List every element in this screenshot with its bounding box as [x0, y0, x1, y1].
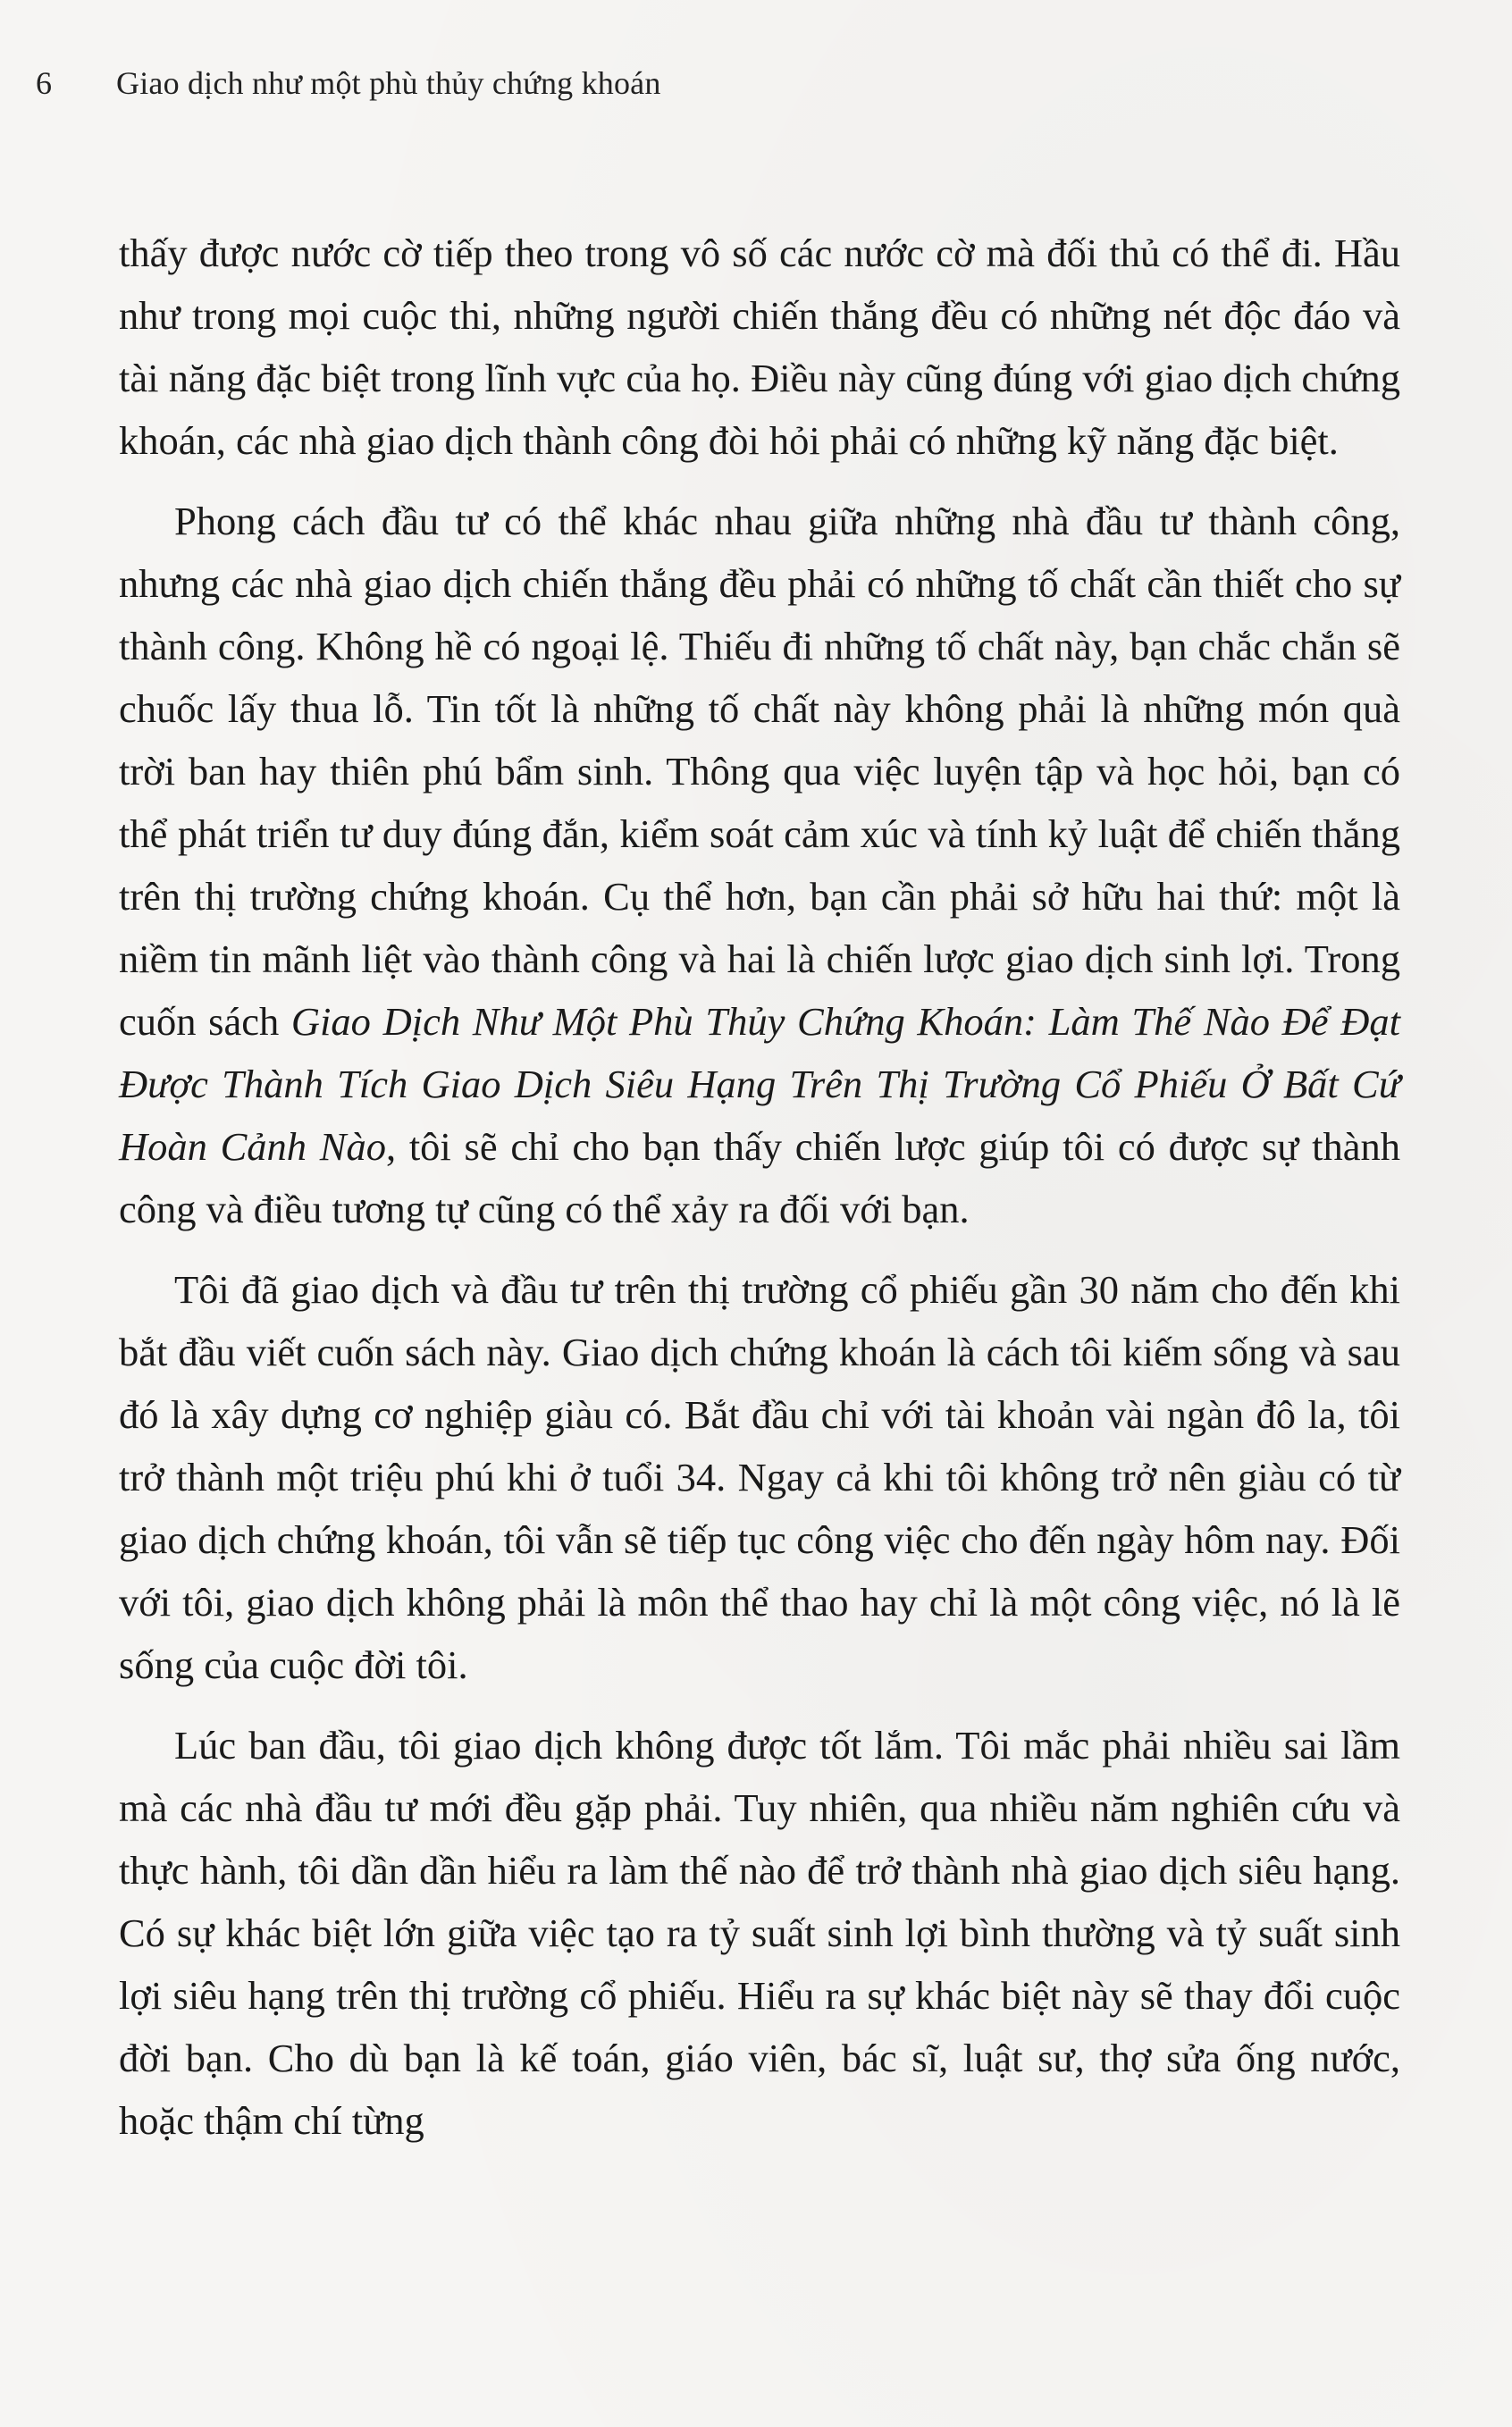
page-number: 6	[36, 65, 53, 101]
paragraph-2	[119, 490, 1400, 1240]
running-header	[36, 64, 661, 102]
paragraph-2-text-before: Phong cách đầu tư có thể khác nhau giữa những nhà đầu tư thành công, nhưng các nhà giao dịch chiến thắng đều phải có những tố chất cần thiết cho sự thành công. Không hề có ngoại lệ. Thiếu đi những tố chất này, bạn chắc chắn sẽ chuốc lấy thua lỗ. Tin tốt là những tố chất này không phải là những món quà trời ban hay thiên phú bẩm sinh. Thông qua việc luyện tập và học hỏi, bạn có thể phát triển tư duy đúng đắn, kiểm soát cảm xúc và tính kỷ luật để chiến thắng trên thị trường chứng khoán. Cụ thể hơn, bạn cần phải sở hữu hai thứ: một là niềm tin mãnh liệt vào thành công và hai là chiến lược giao dịch sinh lợi. Trong cuốn sách	[119, 499, 1400, 1044]
paragraph-3: Tôi đã giao dịch và đầu tư trên thị trường cổ phiếu gần 30 năm cho đến khi bắt đầu viết cuốn sách này. Giao dịch chứng khoán là cách tôi kiếm sống và sau đó là xây dựng cơ nghiệp giàu có. Bắt đầu chỉ với tài khoản vài ngàn đô la, tôi trở thành một triệu phú khi ở tuổi 34. Ngay cả khi tôi không trở nên giàu có từ giao dịch chứng khoán, tôi vẫn sẽ tiếp tục công việc cho đến ngày hôm nay. Đối với tôi, giao dịch không phải là môn thể thao hay chỉ là một công việc, nó là lẽ sống của cuộc đời tôi.	[119, 1267, 1400, 1687]
paragraph-2-text-after: , tôi sẽ chỉ cho bạn thấy chiến lược giúp tôi có được sự thành công và điều tương tự cũng có thể xảy ra đối với bạn.	[119, 1124, 1400, 1231]
paragraph-1: thấy được nước cờ tiếp theo trong vô số các nước cờ mà đối thủ có thể đi. Hầu như trong mọi cuộc thi, những người chiến thắng đều có những nét độc đáo và tài năng đặc biệt trong lĩnh vực của họ. Điều này cũng đúng với giao dịch chứng khoán, các nhà giao dịch thành công đòi hỏi phải có những kỹ năng đặc biệt.	[119, 231, 1400, 463]
paragraph-4: Lúc ban đầu, tôi giao dịch không được tốt lắm. Tôi mắc phải nhiều sai lầm mà các nhà đầu tư mới đều gặp phải. Tuy nhiên, qua nhiều năm nghiên cứu và thực hành, tôi dần dần hiểu ra làm thế nào để trở thành nhà giao dịch siêu hạng. Có sự khác biệt lớn giữa việc tạo ra tỷ suất sinh lợi bình thường và tỷ suất sinh lợi siêu hạng trên thị trường cổ phiếu. Hiểu ra sự khác biệt này sẽ thay đổi cuộc đời bạn. Cho dù bạn là kế toán, giáo viên, bác sĩ, luật sư, thợ sửa ống nước, hoặc thậm chí từng	[119, 1723, 1400, 2143]
book-title-italic: Giao Dịch Như Một Phù Thủy Chứng Khoán: Làm Thế Nào Để Đạt Được Thành Tích Giao Dịch Siêu Hạng Trên Thị Trường Cổ Phiếu Ở Bất Cứ Hoàn Cảnh Nào	[119, 999, 1400, 1169]
book-title: Giao dịch như một phù thủy chứng khoán	[116, 65, 661, 101]
body-text	[119, 222, 1400, 2170]
